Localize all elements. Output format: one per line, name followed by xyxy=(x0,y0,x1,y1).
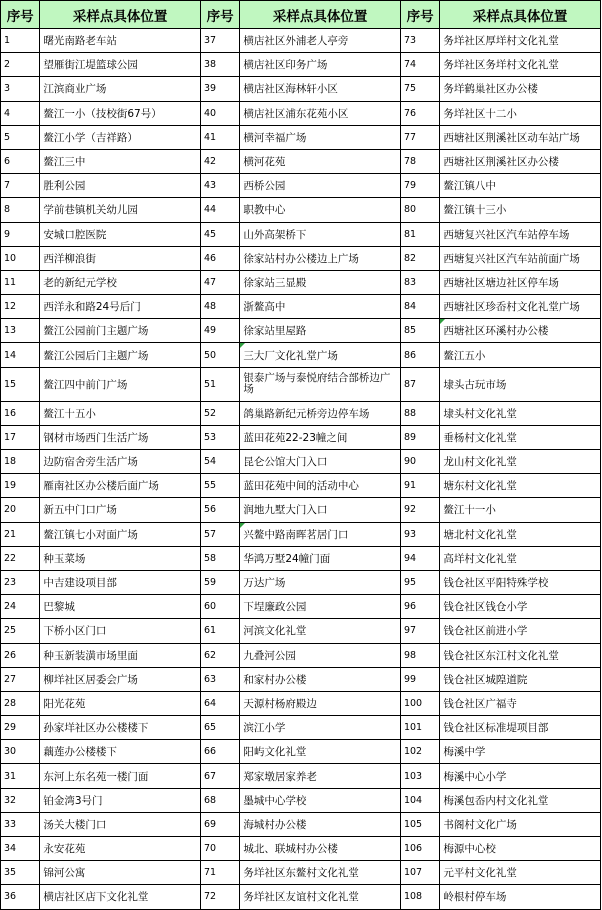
site-number: 100 xyxy=(400,691,439,715)
table-row xyxy=(1,343,601,367)
site-location: 务垟社区厚垟村文化礼堂 xyxy=(440,29,601,53)
site-location: 务垟社区十二小 xyxy=(440,101,601,125)
site-number: 62 xyxy=(200,643,239,667)
site-number: 101 xyxy=(400,716,439,740)
site-location: 横店社区店下文化礼堂 xyxy=(40,885,201,909)
table-row xyxy=(1,546,601,570)
site-number: 103 xyxy=(400,764,439,788)
site-location: 蓝田花苑中间的活动中心 xyxy=(240,474,401,498)
site-number: 85 xyxy=(400,319,439,343)
site-location: 塘北村文化礼堂 xyxy=(440,522,601,546)
site-number: 44 xyxy=(200,198,239,222)
site-number: 47 xyxy=(200,270,239,294)
site-location: 岭根村停车场 xyxy=(440,885,601,909)
site-number: 54 xyxy=(200,450,239,474)
site-number: 86 xyxy=(400,343,439,367)
site-number: 39 xyxy=(200,77,239,101)
site-location: 西塘复兴社区汽车站前面广场 xyxy=(440,246,601,270)
site-location: 蓝田花苑22-23幢之间 xyxy=(240,425,401,449)
table-row xyxy=(1,367,601,401)
site-number: 95 xyxy=(400,570,439,594)
site-number: 63 xyxy=(200,667,239,691)
site-location: 鳌江三中 xyxy=(40,149,201,173)
table-row xyxy=(1,667,601,691)
site-location: 高垟村文化礼堂 xyxy=(440,546,601,570)
site-location: 山外高架桥下 xyxy=(240,222,401,246)
table-row xyxy=(1,716,601,740)
site-location: 西塘社区珍岙村文化礼堂广场 xyxy=(440,295,601,319)
site-number: 10 xyxy=(1,246,40,270)
site-location: 埭头村文化礼堂 xyxy=(440,401,601,425)
site-number: 22 xyxy=(1,546,40,570)
site-location: 鳌江一小（技校街67号） xyxy=(40,101,201,125)
site-location: 九叠河公园 xyxy=(240,643,401,667)
site-number: 104 xyxy=(400,788,439,812)
site-number: 107 xyxy=(400,861,439,885)
site-location: 鳌江四中前门广场 xyxy=(40,367,201,401)
site-number: 9 xyxy=(1,222,40,246)
site-location: 铂金湾3号门 xyxy=(40,788,201,812)
site-number: 105 xyxy=(400,812,439,836)
site-location: 华鸿万墅24幢门面 xyxy=(240,546,401,570)
table-row xyxy=(1,53,601,77)
site-number: 4 xyxy=(1,101,40,125)
site-number: 75 xyxy=(400,77,439,101)
site-number: 91 xyxy=(400,474,439,498)
site-location: 西塘社区荆溪社区动车站广场 xyxy=(440,125,601,149)
site-location: 海城村办公楼 xyxy=(240,812,401,836)
table-body xyxy=(1,29,601,910)
site-location: 职教中心 xyxy=(240,198,401,222)
site-location: 钱仓社区平阳特殊学校 xyxy=(440,570,601,594)
site-number: 82 xyxy=(400,246,439,270)
site-number: 29 xyxy=(1,716,40,740)
site-number: 65 xyxy=(200,716,239,740)
site-location: 曙光南路老车站 xyxy=(40,29,201,53)
site-location: 郑家墩居家养老 xyxy=(240,764,401,788)
table-row xyxy=(1,861,601,885)
site-location: 东河上东名苑一楼门面 xyxy=(40,764,201,788)
site-number: 11 xyxy=(1,270,40,294)
site-location: 横店社区印务广场 xyxy=(240,53,401,77)
site-location: 西桥公园 xyxy=(240,174,401,198)
site-number: 41 xyxy=(200,125,239,149)
site-location: 横店社区外浦老人亭旁 xyxy=(240,29,401,53)
site-location: 下埕廉政公园 xyxy=(240,595,401,619)
site-number: 61 xyxy=(200,619,239,643)
site-number: 68 xyxy=(200,788,239,812)
site-number: 35 xyxy=(1,861,40,885)
site-location: 徐家站三显殿 xyxy=(240,270,401,294)
site-location: 鳌江镇八中 xyxy=(440,174,601,198)
site-number: 46 xyxy=(200,246,239,270)
site-location: 孙家垟社区办公楼楼下 xyxy=(40,716,201,740)
site-number: 74 xyxy=(400,53,439,77)
site-location: 西洋永和路24号后门 xyxy=(40,295,201,319)
site-number: 23 xyxy=(1,570,40,594)
site-number: 94 xyxy=(400,546,439,570)
site-number: 31 xyxy=(1,764,40,788)
site-number: 28 xyxy=(1,691,40,715)
site-location: 滨江小学 xyxy=(240,716,401,740)
site-number: 3 xyxy=(1,77,40,101)
table-row xyxy=(1,270,601,294)
site-number: 73 xyxy=(400,29,439,53)
site-number: 83 xyxy=(400,270,439,294)
site-number: 42 xyxy=(200,149,239,173)
site-location: 永安花苑 xyxy=(40,837,201,861)
site-location: 浙鳌高中 xyxy=(240,295,401,319)
site-number: 33 xyxy=(1,812,40,836)
site-number: 56 xyxy=(200,498,239,522)
table-row xyxy=(1,77,601,101)
site-location: 横店社区浦东花苑小区 xyxy=(240,101,401,125)
table-row xyxy=(1,788,601,812)
site-location: 钱仓社区东江村文化礼堂 xyxy=(440,643,601,667)
site-location: 鳌江公园前门主题广场 xyxy=(40,319,201,343)
site-number: 34 xyxy=(1,837,40,861)
table-row xyxy=(1,425,601,449)
table-row xyxy=(1,643,601,667)
site-number: 66 xyxy=(200,740,239,764)
site-location: 西洋柳浪街 xyxy=(40,246,201,270)
site-location: 老的新纪元学校 xyxy=(40,270,201,294)
site-location: 钱仓社区钱仓小学 xyxy=(440,595,601,619)
site-number: 50 xyxy=(200,343,239,367)
site-number: 49 xyxy=(200,319,239,343)
site-location: 鸽巢路新纪元桥旁边停车场 xyxy=(240,401,401,425)
site-location: 梅溪包岙内村文化礼堂 xyxy=(440,788,601,812)
site-location: 西塘社区环溪村办公楼 xyxy=(440,319,601,343)
site-location: 润地九墅大门入口 xyxy=(240,498,401,522)
site-number: 51 xyxy=(200,367,239,401)
site-location: 龙山村文化礼堂 xyxy=(440,450,601,474)
site-location: 钱仓社区标准堤项目部 xyxy=(440,716,601,740)
table-row xyxy=(1,691,601,715)
site-location: 万达广场 xyxy=(240,570,401,594)
site-number: 57 xyxy=(200,522,239,546)
site-location: 务垟社区务垟村文化礼堂 xyxy=(440,53,601,77)
site-location: 埭头古玩市场 xyxy=(440,367,601,401)
site-number: 30 xyxy=(1,740,40,764)
site-location: 梅溪中学 xyxy=(440,740,601,764)
site-number: 71 xyxy=(200,861,239,885)
table-row xyxy=(1,222,601,246)
site-location: 巴黎城 xyxy=(40,595,201,619)
site-location: 新五中门口广场 xyxy=(40,498,201,522)
site-number: 20 xyxy=(1,498,40,522)
site-location: 塘东村文化礼堂 xyxy=(440,474,601,498)
site-number: 53 xyxy=(200,425,239,449)
site-number: 25 xyxy=(1,619,40,643)
table-row xyxy=(1,401,601,425)
site-number: 78 xyxy=(400,149,439,173)
site-location: 元平村文化礼堂 xyxy=(440,861,601,885)
site-number: 87 xyxy=(400,367,439,401)
site-number: 27 xyxy=(1,667,40,691)
site-number: 64 xyxy=(200,691,239,715)
site-number: 108 xyxy=(400,885,439,909)
site-number: 16 xyxy=(1,401,40,425)
site-location: 书阁村文化广场 xyxy=(440,812,601,836)
site-number: 36 xyxy=(1,885,40,909)
header-location: 采样点具体位置 xyxy=(440,1,601,29)
site-location: 兴鳌中路南晖茗居门口 xyxy=(240,522,401,546)
table-row xyxy=(1,474,601,498)
site-number: 55 xyxy=(200,474,239,498)
site-location: 望雁街江堤篮球公园 xyxy=(40,53,201,77)
site-number: 67 xyxy=(200,764,239,788)
site-location: 鳌江镇七小对面广场 xyxy=(40,522,201,546)
table-row xyxy=(1,198,601,222)
site-number: 13 xyxy=(1,319,40,343)
site-number: 106 xyxy=(400,837,439,861)
table-row xyxy=(1,149,601,173)
table-row xyxy=(1,174,601,198)
site-number: 99 xyxy=(400,667,439,691)
site-number: 24 xyxy=(1,595,40,619)
table-row xyxy=(1,764,601,788)
site-number: 80 xyxy=(400,198,439,222)
site-location: 西塘社区荆溪社区办公楼 xyxy=(440,149,601,173)
table-row xyxy=(1,812,601,836)
site-location: 梅源中心校 xyxy=(440,837,601,861)
site-location: 江滨商业广场 xyxy=(40,77,201,101)
site-location: 鳌江小学（吉祥路） xyxy=(40,125,201,149)
site-number: 79 xyxy=(400,174,439,198)
site-location: 西塘复兴社区汽车站停车场 xyxy=(440,222,601,246)
site-number: 17 xyxy=(1,425,40,449)
site-location: 横河幸福广场 xyxy=(240,125,401,149)
site-number: 7 xyxy=(1,174,40,198)
table-row xyxy=(1,619,601,643)
site-location: 三大厂文化礼堂广场 xyxy=(240,343,401,367)
site-number: 84 xyxy=(400,295,439,319)
site-location: 务垟社区友谊村文化礼堂 xyxy=(240,885,401,909)
site-location: 藕莲办公楼楼下 xyxy=(40,740,201,764)
site-number: 89 xyxy=(400,425,439,449)
table-row xyxy=(1,29,601,53)
table-row xyxy=(1,295,601,319)
site-location: 和家村办公楼 xyxy=(240,667,401,691)
site-number: 93 xyxy=(400,522,439,546)
site-location: 墨城中心学校 xyxy=(240,788,401,812)
site-number: 59 xyxy=(200,570,239,594)
table-row xyxy=(1,498,601,522)
site-location: 鳌江五小 xyxy=(440,343,601,367)
site-location: 鳌江十一小 xyxy=(440,498,601,522)
header-no: 序号 xyxy=(200,1,239,29)
table-header xyxy=(1,1,601,29)
site-location: 鳌江十五小 xyxy=(40,401,201,425)
site-location: 横河花苑 xyxy=(240,149,401,173)
site-location: 柳垟社区居委会广场 xyxy=(40,667,201,691)
site-number: 88 xyxy=(400,401,439,425)
site-number: 43 xyxy=(200,174,239,198)
site-location: 汤关大楼门口 xyxy=(40,812,201,836)
site-location: 西塘社区塘边社区停车场 xyxy=(440,270,601,294)
site-location: 务垟社区东鳌村文化礼堂 xyxy=(240,861,401,885)
table-row xyxy=(1,319,601,343)
table-row xyxy=(1,450,601,474)
site-number: 40 xyxy=(200,101,239,125)
site-location: 钱仓社区广福寺 xyxy=(440,691,601,715)
site-number: 8 xyxy=(1,198,40,222)
site-number: 1 xyxy=(1,29,40,53)
site-number: 98 xyxy=(400,643,439,667)
site-number: 76 xyxy=(400,101,439,125)
site-number: 12 xyxy=(1,295,40,319)
site-number: 97 xyxy=(400,619,439,643)
table-row xyxy=(1,837,601,861)
site-location: 务垟鹤巢社区办公楼 xyxy=(440,77,601,101)
site-number: 102 xyxy=(400,740,439,764)
header-row xyxy=(1,1,601,29)
site-location: 河滨文化礼堂 xyxy=(240,619,401,643)
site-location: 边防宿舍旁生活广场 xyxy=(40,450,201,474)
site-location: 梅溪中心小学 xyxy=(440,764,601,788)
site-number: 19 xyxy=(1,474,40,498)
site-location: 阳屿文化礼堂 xyxy=(240,740,401,764)
site-location: 鳌江镇十三小 xyxy=(440,198,601,222)
site-location: 胜利公园 xyxy=(40,174,201,198)
site-location: 垂杨村文化礼堂 xyxy=(440,425,601,449)
site-number: 48 xyxy=(200,295,239,319)
site-number: 58 xyxy=(200,546,239,570)
header-location: 采样点具体位置 xyxy=(240,1,401,29)
site-location: 钱仓社区城隍道院 xyxy=(440,667,601,691)
site-number: 72 xyxy=(200,885,239,909)
site-location: 下桥小区门口 xyxy=(40,619,201,643)
site-number: 90 xyxy=(400,450,439,474)
site-number: 14 xyxy=(1,343,40,367)
site-number: 70 xyxy=(200,837,239,861)
site-number: 60 xyxy=(200,595,239,619)
site-number: 81 xyxy=(400,222,439,246)
site-location: 横店社区海林轩小区 xyxy=(240,77,401,101)
site-number: 32 xyxy=(1,788,40,812)
site-location: 安城口腔医院 xyxy=(40,222,201,246)
site-location: 种玉菜场 xyxy=(40,546,201,570)
site-number: 21 xyxy=(1,522,40,546)
site-number: 77 xyxy=(400,125,439,149)
header-no: 序号 xyxy=(400,1,439,29)
table-row xyxy=(1,595,601,619)
site-location: 阳光花苑 xyxy=(40,691,201,715)
site-location: 锦河公寓 xyxy=(40,861,201,885)
site-number: 15 xyxy=(1,367,40,401)
site-number: 37 xyxy=(200,29,239,53)
site-number: 26 xyxy=(1,643,40,667)
site-location: 学前巷镇机关幼儿园 xyxy=(40,198,201,222)
site-number: 96 xyxy=(400,595,439,619)
site-location: 徐家站里屋路 xyxy=(240,319,401,343)
site-number: 52 xyxy=(200,401,239,425)
site-location: 中吉建设项目部 xyxy=(40,570,201,594)
site-location: 鳌江公园后门主题广场 xyxy=(40,343,201,367)
site-number: 18 xyxy=(1,450,40,474)
site-number: 38 xyxy=(200,53,239,77)
site-location: 银泰广场与泰悦府结合部桥边广场 xyxy=(240,367,401,401)
site-number: 45 xyxy=(200,222,239,246)
site-location: 雁南社区办公楼后面广场 xyxy=(40,474,201,498)
table-row xyxy=(1,125,601,149)
site-location: 城北、联城村办公楼 xyxy=(240,837,401,861)
site-location: 钢材市场西门生活广场 xyxy=(40,425,201,449)
table-row xyxy=(1,101,601,125)
site-number: 6 xyxy=(1,149,40,173)
table-row xyxy=(1,522,601,546)
site-number: 2 xyxy=(1,53,40,77)
site-location: 钱仓社区前进小学 xyxy=(440,619,601,643)
site-location: 昆仑公馆大门入口 xyxy=(240,450,401,474)
header-location: 采样点具体位置 xyxy=(40,1,201,29)
site-location: 天源村杨府殿边 xyxy=(240,691,401,715)
site-number: 69 xyxy=(200,812,239,836)
site-number: 5 xyxy=(1,125,40,149)
site-location: 种玉新装潢市场里面 xyxy=(40,643,201,667)
table-row xyxy=(1,570,601,594)
header-no: 序号 xyxy=(1,1,40,29)
site-location: 徐家站村办公楼边上广场 xyxy=(240,246,401,270)
table-row xyxy=(1,740,601,764)
site-number: 92 xyxy=(400,498,439,522)
table-row xyxy=(1,246,601,270)
